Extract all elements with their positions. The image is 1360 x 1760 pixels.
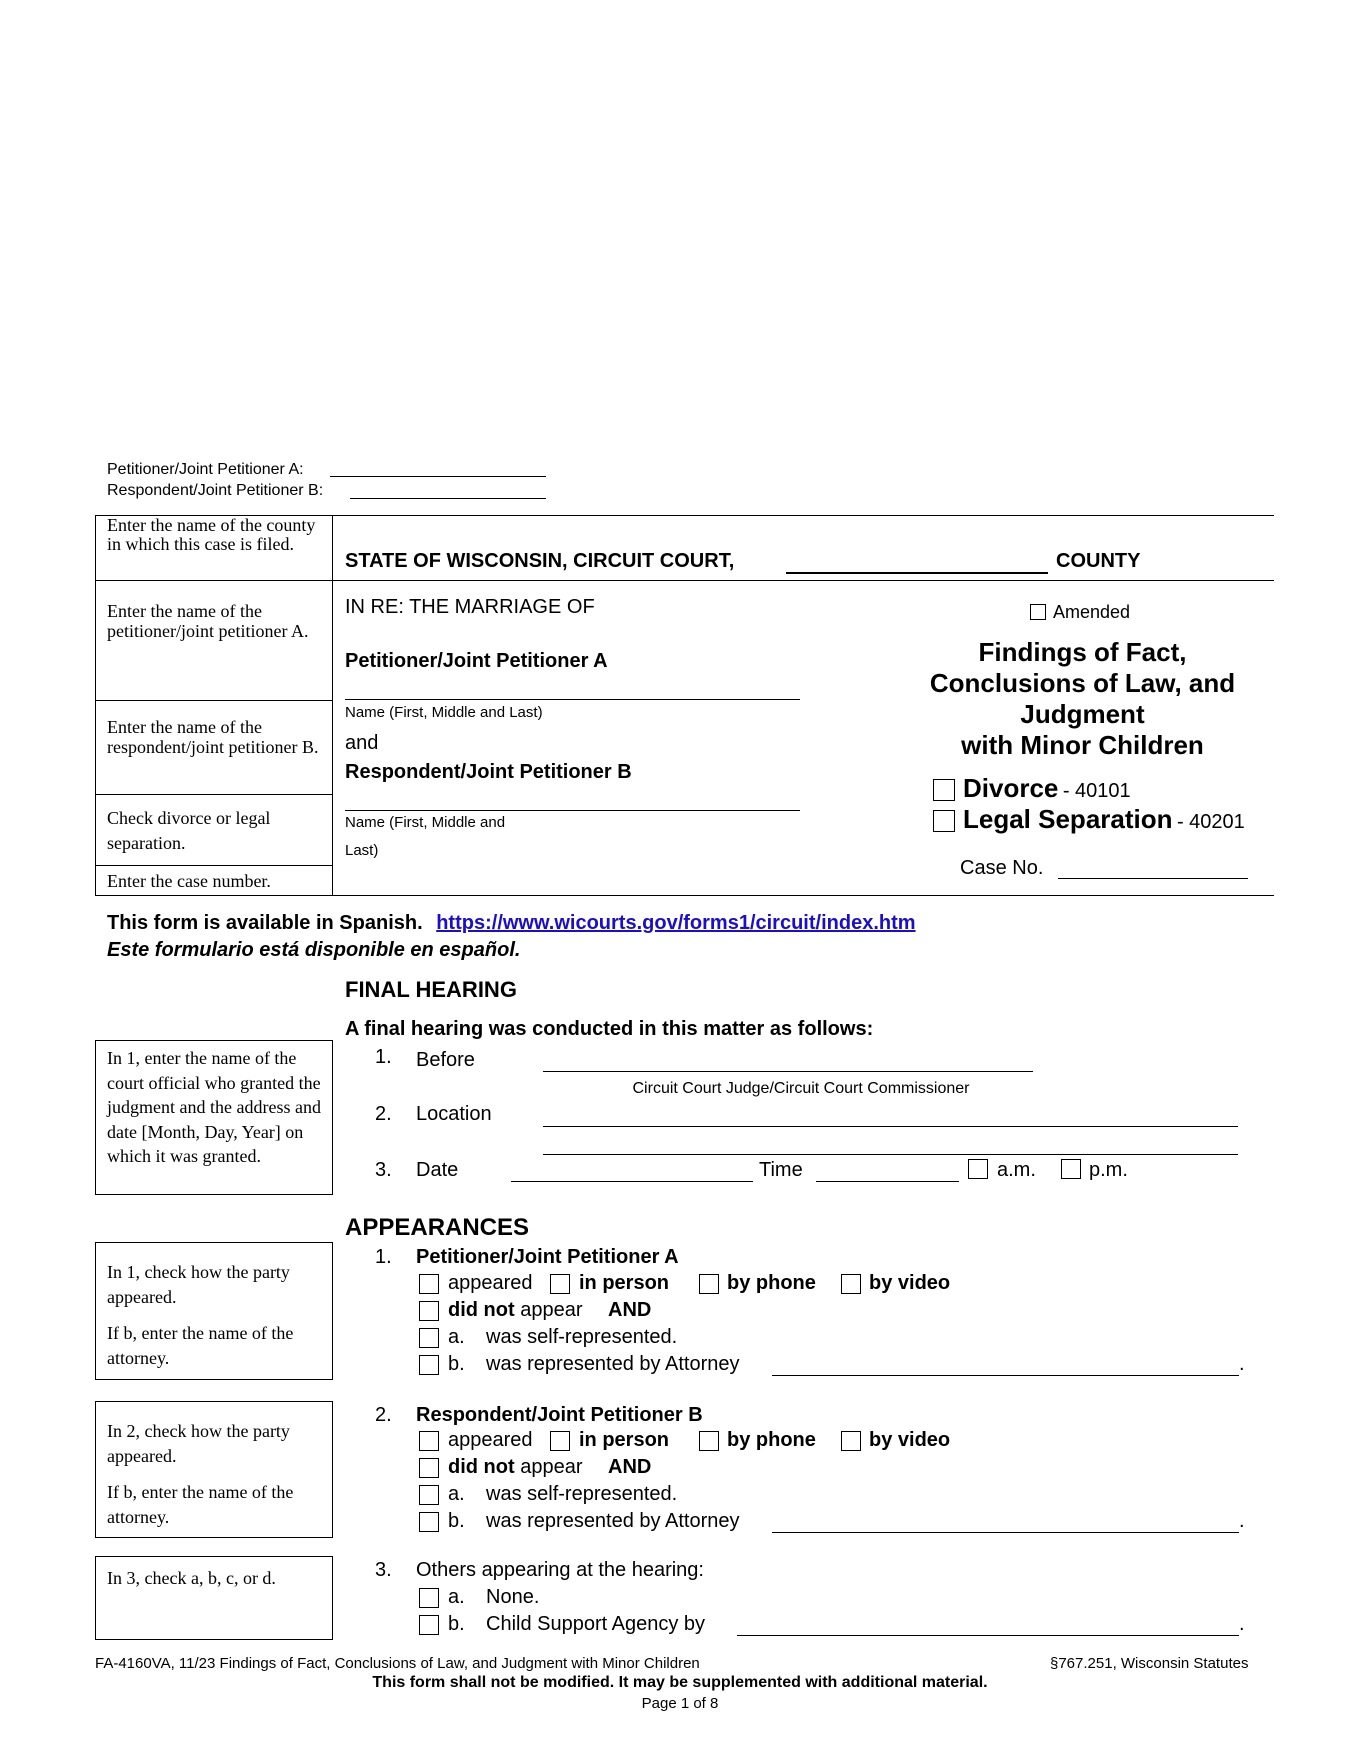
others-option-b: b. <box>448 1613 465 1635</box>
in-re-label: IN RE: THE MARRIAGE OF <box>345 596 595 618</box>
instruction-case-number: Enter the case number. <box>107 871 271 891</box>
p2-option-a: a. <box>448 1483 465 1505</box>
legal-separation-option <box>963 804 1245 835</box>
others-none-label: None. <box>486 1586 540 1608</box>
time-field[interactable] <box>816 1181 959 1182</box>
caption-bottom-border <box>95 895 1274 896</box>
instruction-check-type: Check divorce or legal separation. <box>107 808 271 853</box>
case-number-field[interactable] <box>1058 878 1248 879</box>
instruction-respondent: Enter the name of the respondent/joint petitioner B. <box>107 717 319 757</box>
location-number: 2. <box>375 1103 392 1125</box>
divorce-option <box>963 773 1131 804</box>
party-b-name-hint-1: Name (First, Middle and <box>345 814 506 831</box>
p1-did-not-appear-label <box>448 1299 651 1322</box>
appearance-2-instruction-box <box>95 1401 333 1538</box>
instruction-county: Enter the name of the county in which this case is filed. <box>107 515 316 554</box>
legal-separation-label: Legal Separation <box>963 804 1173 834</box>
final-hearing-heading: FINAL HEARING <box>345 977 517 1002</box>
party-a-name-field[interactable] <box>345 699 800 700</box>
appearance-2-instruction-a: In 2, check how the party appeared. <box>107 1421 290 1466</box>
instruction-petitioner: Enter the name of the petitioner/joint petitioner A. <box>107 601 309 641</box>
date-number: 3. <box>375 1159 392 1181</box>
appearance-2-instruction-b: If b, enter the name of the attorney. <box>107 1482 294 1527</box>
divorce-code: - 40101 <box>1062 780 1131 802</box>
p1-attorney-period: . <box>1239 1353 1245 1375</box>
caption-sep-2 <box>95 794 332 795</box>
p2-appeared-checkbox[interactable] <box>419 1431 439 1451</box>
respondent-header-label: Respondent/Joint Petitioner B: <box>107 482 324 499</box>
case-number-label: Case No. <box>960 857 1044 879</box>
final-hearing-instruction-box <box>95 1040 333 1195</box>
amended-label: Amended <box>1053 602 1131 622</box>
p1-by-video-label: by video <box>869 1272 951 1294</box>
others-csa-checkbox[interactable] <box>419 1615 439 1635</box>
appearance-1-number: 1. <box>375 1246 392 1268</box>
divorce-label: Divorce <box>963 773 1059 803</box>
others-csa-period: . <box>1239 1613 1245 1635</box>
caption-sep-3 <box>95 865 332 866</box>
pm-label: p.m. <box>1089 1159 1128 1181</box>
party-b-name-field[interactable] <box>345 810 800 811</box>
appearance-2-number: 2. <box>375 1404 392 1426</box>
p2-attorney-field[interactable] <box>772 1532 1239 1533</box>
p1-option-b: b. <box>448 1353 465 1375</box>
p1-in-person-checkbox[interactable] <box>550 1274 570 1294</box>
p1-represented-checkbox[interactable] <box>419 1355 439 1375</box>
p2-in-person-checkbox[interactable] <box>550 1431 570 1451</box>
others-none-checkbox[interactable] <box>419 1588 439 1608</box>
appearance-2-title: Respondent/Joint Petitioner B <box>416 1404 703 1426</box>
party-a-name-hint: Name (First, Middle and Last) <box>345 704 543 721</box>
others-csa-label: Child Support Agency by <box>486 1613 706 1635</box>
respondent-header-field[interactable] <box>350 498 546 499</box>
spanish-notice <box>107 912 916 935</box>
petitioner-header-label: Petitioner/Joint Petitioner A: <box>107 461 304 478</box>
form-title-line-3: Judgment <box>1020 699 1145 729</box>
p2-self-represented-checkbox[interactable] <box>419 1485 439 1505</box>
footer-form-id: FA-4160VA, 11/23 Findings of Fact, Conclusions of Law, and Judgment with Minor Children <box>95 1655 700 1672</box>
spanish-notice-text: This form is available in Spanish. <box>107 912 423 934</box>
others-option-a: a. <box>448 1586 465 1608</box>
p1-self-represented-checkbox[interactable] <box>419 1328 439 1348</box>
form-title-line-4: with Minor Children <box>961 730 1204 760</box>
p1-attorney-field[interactable] <box>772 1375 1239 1376</box>
p1-and-text: AND <box>608 1299 652 1321</box>
petitioner-header-field[interactable] <box>330 476 546 477</box>
p2-represented-label: was represented by Attorney <box>486 1510 740 1532</box>
county-label: COUNTY <box>1056 550 1141 572</box>
before-number: 1. <box>375 1046 392 1068</box>
court-official-field[interactable] <box>543 1071 1033 1072</box>
p2-appear-text: appear <box>520 1456 583 1478</box>
p2-and-text: AND <box>608 1456 652 1478</box>
form-title-line-1: Findings of Fact, <box>978 637 1187 667</box>
p2-represented-checkbox[interactable] <box>419 1512 439 1532</box>
p2-did-not-text: did not <box>448 1456 515 1478</box>
p1-did-not-text: did not <box>448 1299 515 1321</box>
p1-self-represented-label: was self-represented. <box>486 1326 678 1348</box>
party-b-label: Respondent/Joint Petitioner B <box>345 761 632 783</box>
legal-separation-code: - 40201 <box>1176 811 1245 833</box>
court-line: STATE OF WISCONSIN, CIRCUIT COURT, <box>345 550 735 572</box>
p1-did-not-appear-checkbox[interactable] <box>419 1301 439 1321</box>
form-title-line-2: Conclusions of Law, and <box>929 668 1236 698</box>
p1-appear-text: appear <box>520 1299 583 1321</box>
court-official-hint: Circuit Court Judge/Circuit Court Commissioner <box>632 1080 970 1097</box>
amended-checkbox[interactable] <box>1030 604 1046 620</box>
appearance-3-number: 3. <box>375 1559 392 1581</box>
p1-by-video-checkbox[interactable] <box>841 1274 861 1294</box>
p1-in-person-label: in person <box>579 1272 670 1294</box>
and-label: and <box>345 732 379 754</box>
p2-option-b: b. <box>448 1510 465 1532</box>
am-checkbox[interactable] <box>968 1159 988 1179</box>
party-b-name-hint-2: Last) <box>345 842 379 859</box>
location-field-2[interactable] <box>543 1154 1238 1155</box>
appearance-3-title: Others appearing at the hearing: <box>416 1559 704 1581</box>
location-label: Location <box>416 1103 492 1125</box>
appearance-3-instruction: In 3, check a, b, c, or d. <box>107 1568 276 1588</box>
final-hearing-instruction: In 1, enter the name of the court official who granted the judgment and the address and date [Month, Day, Year] on which it was granted. <box>107 1048 321 1166</box>
pm-checkbox[interactable] <box>1061 1159 1081 1179</box>
p2-by-phone-checkbox[interactable] <box>699 1431 719 1451</box>
legal-separation-checkbox[interactable] <box>933 810 955 832</box>
p1-represented-label: was represented by Attorney <box>486 1353 740 1375</box>
footer-statute: §767.251, Wisconsin Statutes <box>1050 1655 1249 1672</box>
p2-attorney-period: . <box>1239 1510 1245 1532</box>
appearance-1-instruction-a: In 1, check how the party appeared. <box>107 1262 290 1307</box>
appearances-heading: APPEARANCES <box>345 1214 530 1241</box>
time-label: Time <box>759 1159 803 1181</box>
caption-county-border <box>95 580 1274 581</box>
footer-page-number: Page 1 of 8 <box>641 1695 719 1712</box>
location-field-1[interactable] <box>543 1126 1238 1127</box>
date-field[interactable] <box>511 1181 753 1182</box>
p2-appeared-label: appeared <box>448 1429 533 1451</box>
p2-by-video-checkbox[interactable] <box>841 1431 861 1451</box>
form-title <box>900 637 1265 761</box>
before-label: Before <box>416 1049 475 1071</box>
final-hearing-intro: A final hearing was conducted in this matter as follows: <box>345 1018 874 1040</box>
caption-sep-1 <box>95 700 332 701</box>
county-field[interactable] <box>786 572 1048 574</box>
p1-option-a: a. <box>448 1326 465 1348</box>
caption-left-border <box>95 515 96 895</box>
p1-by-phone-checkbox[interactable] <box>699 1274 719 1294</box>
p2-did-not-appear-label <box>448 1456 651 1479</box>
p1-by-phone-label: by phone <box>727 1272 816 1294</box>
p2-in-person-label: in person <box>579 1429 670 1451</box>
appearance-3-instruction-box <box>95 1556 333 1640</box>
p2-by-video-label: by video <box>869 1429 951 1451</box>
others-csa-field[interactable] <box>737 1635 1239 1636</box>
date-label: Date <box>416 1159 459 1181</box>
p2-self-represented-label: was self-represented. <box>486 1483 678 1505</box>
divorce-checkbox[interactable] <box>933 779 955 801</box>
party-a-label: Petitioner/Joint Petitioner A <box>345 650 608 672</box>
caption-divider <box>332 515 333 895</box>
p2-by-phone-label: by phone <box>727 1429 816 1451</box>
spanish-forms-link[interactable]: https://www.wicourts.gov/forms1/circuit/index.htm <box>436 912 916 934</box>
p2-did-not-appear-checkbox[interactable] <box>419 1458 439 1478</box>
appearance-1-instruction-b: If b, enter the name of the attorney. <box>107 1323 294 1368</box>
p1-appeared-label: appeared <box>448 1272 533 1294</box>
appearance-1-title: Petitioner/Joint Petitioner A <box>416 1246 679 1268</box>
p1-appeared-checkbox[interactable] <box>419 1274 439 1294</box>
spanish-notice-es: Este formulario está disponible en español. <box>107 939 521 961</box>
am-label: a.m. <box>997 1159 1036 1181</box>
footer-notice: This form shall not be modified. It may be supplemented with additional material. <box>372 1674 988 1691</box>
appearance-1-instruction-box <box>95 1242 333 1380</box>
